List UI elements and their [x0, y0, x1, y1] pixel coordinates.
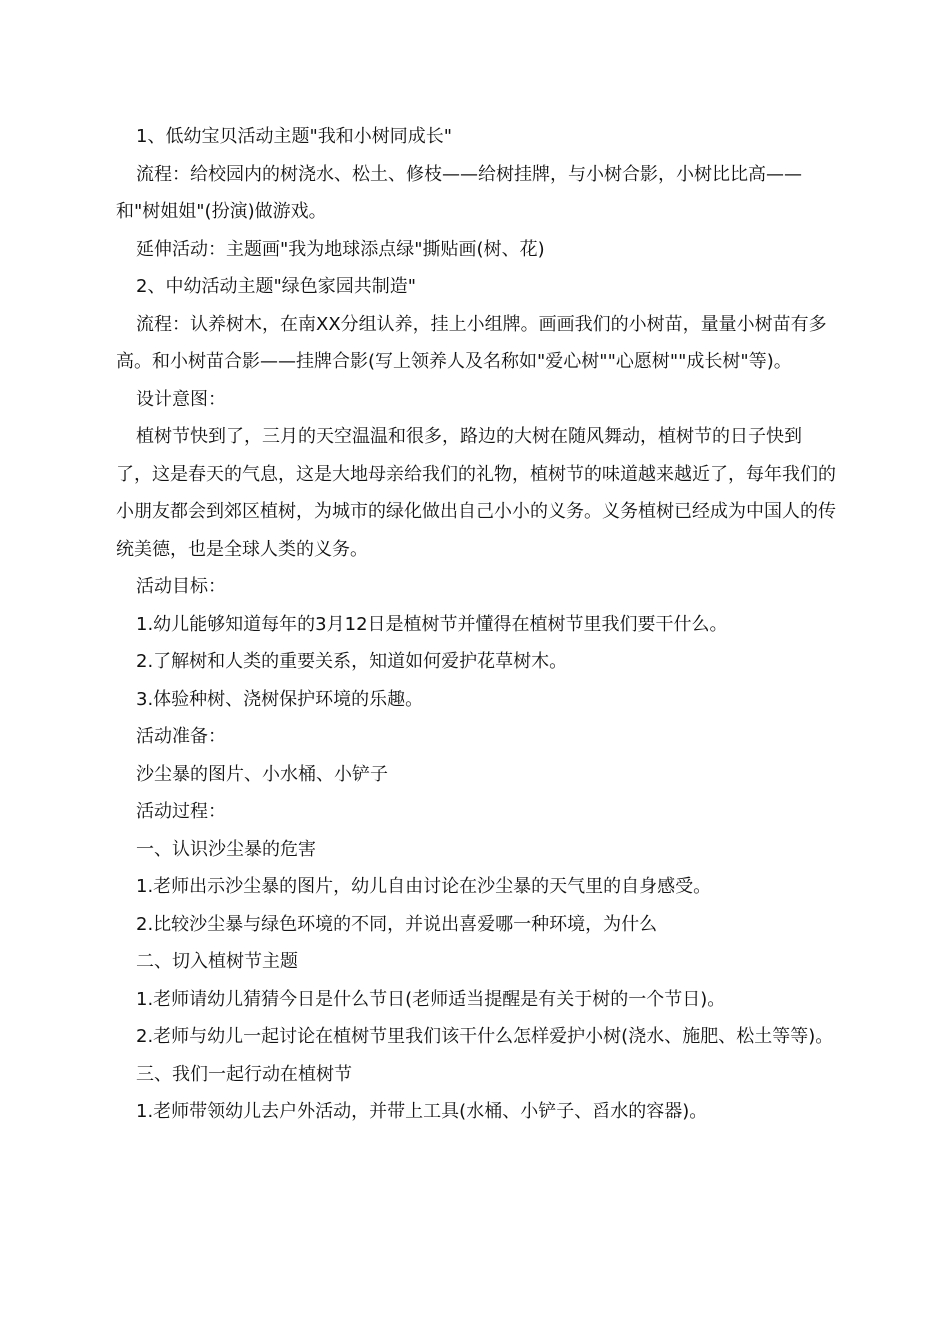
heading-activity-process: 活动过程：	[136, 801, 226, 822]
document-body	[116, 118, 836, 1131]
section-heading-3: 三、我们一起行动在植树节	[136, 1063, 352, 1085]
list-item-goal-2: 2.了解树和人类的重要关系，知道如何爱护花草树木。	[136, 651, 568, 672]
paragraph-theme-2: 2、中幼活动主题"绿色家园共制造"	[136, 276, 417, 297]
paragraph-theme-1: 1、低幼宝贝活动主题"我和小树同成长"	[136, 126, 453, 147]
section-heading-2: 二、切入植树节主题	[136, 951, 298, 972]
list-item-step-2-1: 1.老师请幼儿猜猜今日是什么节日(老师适当提醒是有关于树的一个节日)。	[136, 988, 726, 1010]
paragraph-process-1: 流程：给校园内的树浇水、松土、修枝——给树挂牌，与小树合影，小树比比高——和"树姐姐"(扮演)做游戏。	[116, 163, 802, 222]
list-item-step-2-2: 2.老师与幼儿一起讨论在植树节里我们该干什么怎样爱护小树(浇水、施肥、松土等等)。	[136, 1026, 834, 1047]
heading-design-intent: 设计意图：	[136, 388, 226, 410]
list-item-goal-1: 1.幼儿能够知道每年的3月12日是植树节并懂得在植树节里我们要干什么。	[136, 613, 728, 635]
list-item-step-1-2: 2.比较沙尘暴与绿色环境的不同，并说出喜爱哪一种环境，为什么	[136, 913, 658, 935]
heading-activity-preparation: 活动准备：	[136, 726, 226, 747]
list-item-goal-3: 3.体验种树、浇树保护环境的乐趣。	[136, 688, 424, 710]
list-item-step-3-1: 1.老师带领幼儿去户外活动，并带上工具(水桶、小铲子、舀水的容器)。	[136, 1101, 708, 1122]
list-item-step-1-1: 1.老师出示沙尘暴的图片，幼儿自由讨论在沙尘暴的天气里的自身感受。	[136, 876, 712, 897]
paragraph-preparation-items: 沙尘暴的图片、小水桶、小铲子	[136, 763, 388, 785]
section-heading-1: 一、认识沙尘暴的危害	[136, 838, 316, 860]
paragraph-extension-activity: 延伸活动：主题画"我为地球添点绿"撕贴画(树、花)	[136, 238, 545, 260]
heading-activity-goals: 活动目标：	[136, 576, 226, 597]
paragraph-design-intent: 植树节快到了，三月的天空温温和很多，路边的大树在随风舞动，植树节的日子快到了，这是春天的气息，这是大地母亲给我们的礼物，植树节的味道越来越近了，每年我们的小朋友都会到郊区植树，为城市的绿化做出自己小小的义务。义务植树已经成为中国人的传统美德，也是全球人类的义务。	[116, 426, 836, 560]
paragraph-process-2: 流程：认养树木，在南XX分组认养，挂上小组牌。画画我们的小树苗，量量小树苗有多高。和小树苗合影——挂牌合影(写上领养人及名称如"爱心树""心愿树""成长树"等)。	[116, 313, 827, 372]
